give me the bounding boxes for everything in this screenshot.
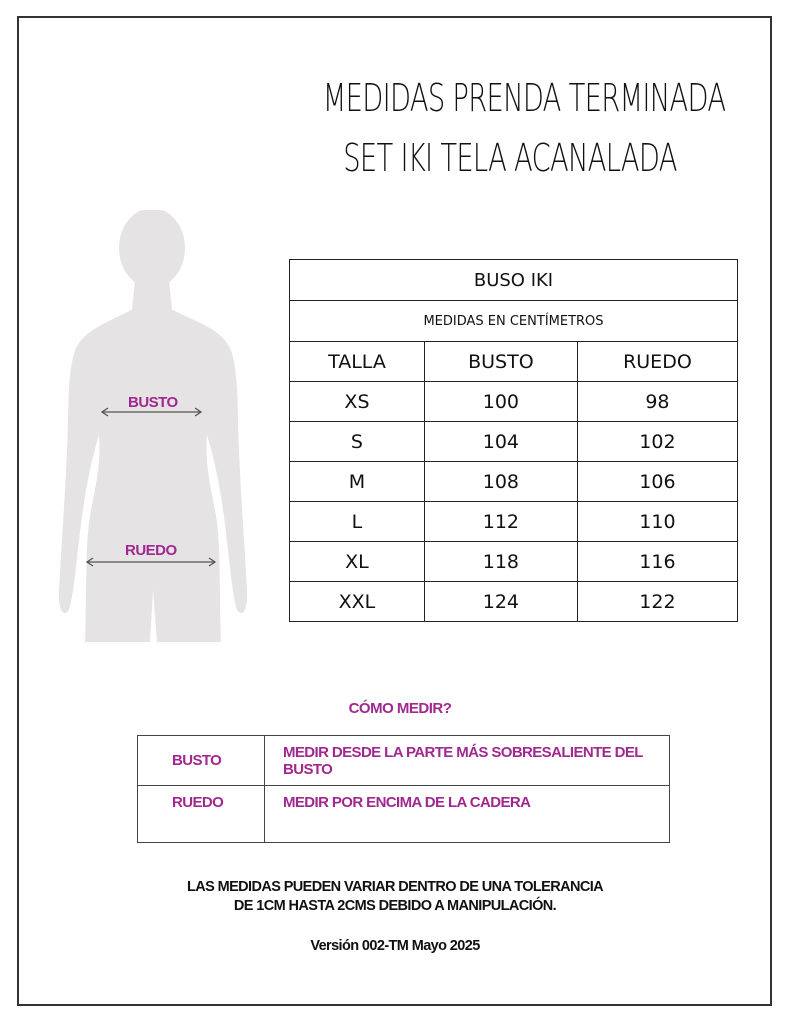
table-row	[290, 462, 738, 502]
table-row	[290, 542, 738, 582]
size-cell: XXL	[290, 582, 425, 622]
how-to-measure-table	[137, 735, 670, 843]
table-header-row	[290, 342, 738, 382]
size-table	[289, 259, 738, 622]
ruedo-cell: 106	[577, 462, 737, 502]
ruedo-cell: 98	[577, 382, 737, 422]
busto-cell: 100	[424, 382, 577, 422]
how-to-measure-title: CÓMO MEDIR?	[348, 700, 452, 717]
table-row	[138, 736, 670, 786]
busto-cell: 118	[424, 542, 577, 582]
title-line-2: SET IKI TELA ACANALADA	[343, 136, 677, 180]
ruedo-cell: 116	[577, 542, 737, 582]
table-row	[138, 786, 670, 843]
measure-instruction: MEDIR DESDE LA PARTE MÁS SOBRESALIENTE DEL BUSTO	[265, 736, 670, 786]
version-label: Versión 002-TM Mayo 2025	[310, 938, 480, 954]
size-cell: XL	[290, 542, 425, 582]
ruedo-cell: 102	[577, 422, 737, 462]
column-header: TALLA	[290, 342, 425, 382]
tolerance-note-line-1: LAS MEDIDAS PUEDEN VARIAR DENTRO DE UNA TOLERANCIA	[186, 879, 604, 895]
ruedo-cell: 110	[577, 502, 737, 542]
ruedo-figure-label: RUEDO	[125, 542, 177, 559]
column-header: RUEDO	[577, 342, 737, 382]
table-row	[290, 382, 738, 422]
measure-instruction: MEDIR POR ENCIMA DE LA CADERA	[265, 786, 670, 843]
measure-key: RUEDO	[138, 786, 265, 843]
table-row	[290, 422, 738, 462]
tolerance-note	[140, 878, 650, 916]
table-row	[290, 502, 738, 542]
body-silhouette-icon	[55, 210, 255, 650]
size-cell: L	[290, 502, 425, 542]
title-line-1: MEDIDAS PRENDA TERMINADA	[322, 76, 726, 120]
body-figure	[55, 210, 255, 650]
tolerance-note-line-2: DE 1CM HASTA 2CMS DEBIDO A MANIPULACIÓN.	[233, 898, 557, 914]
busto-cell: 112	[424, 502, 577, 542]
busto-cell: 104	[424, 422, 577, 462]
table-subtitle: MEDIDAS EN CENTÍMETROS	[290, 301, 738, 342]
size-cell: S	[290, 422, 425, 462]
busto-cell: 108	[424, 462, 577, 502]
column-header: BUSTO	[424, 342, 577, 382]
table-row	[290, 582, 738, 622]
ruedo-cell: 122	[577, 582, 737, 622]
size-cell: M	[290, 462, 425, 502]
measure-key: BUSTO	[138, 736, 265, 786]
size-cell: XS	[290, 382, 425, 422]
busto-figure-label: BUSTO	[128, 394, 178, 411]
table-title: BUSO IKI	[290, 260, 738, 301]
busto-cell: 124	[424, 582, 577, 622]
